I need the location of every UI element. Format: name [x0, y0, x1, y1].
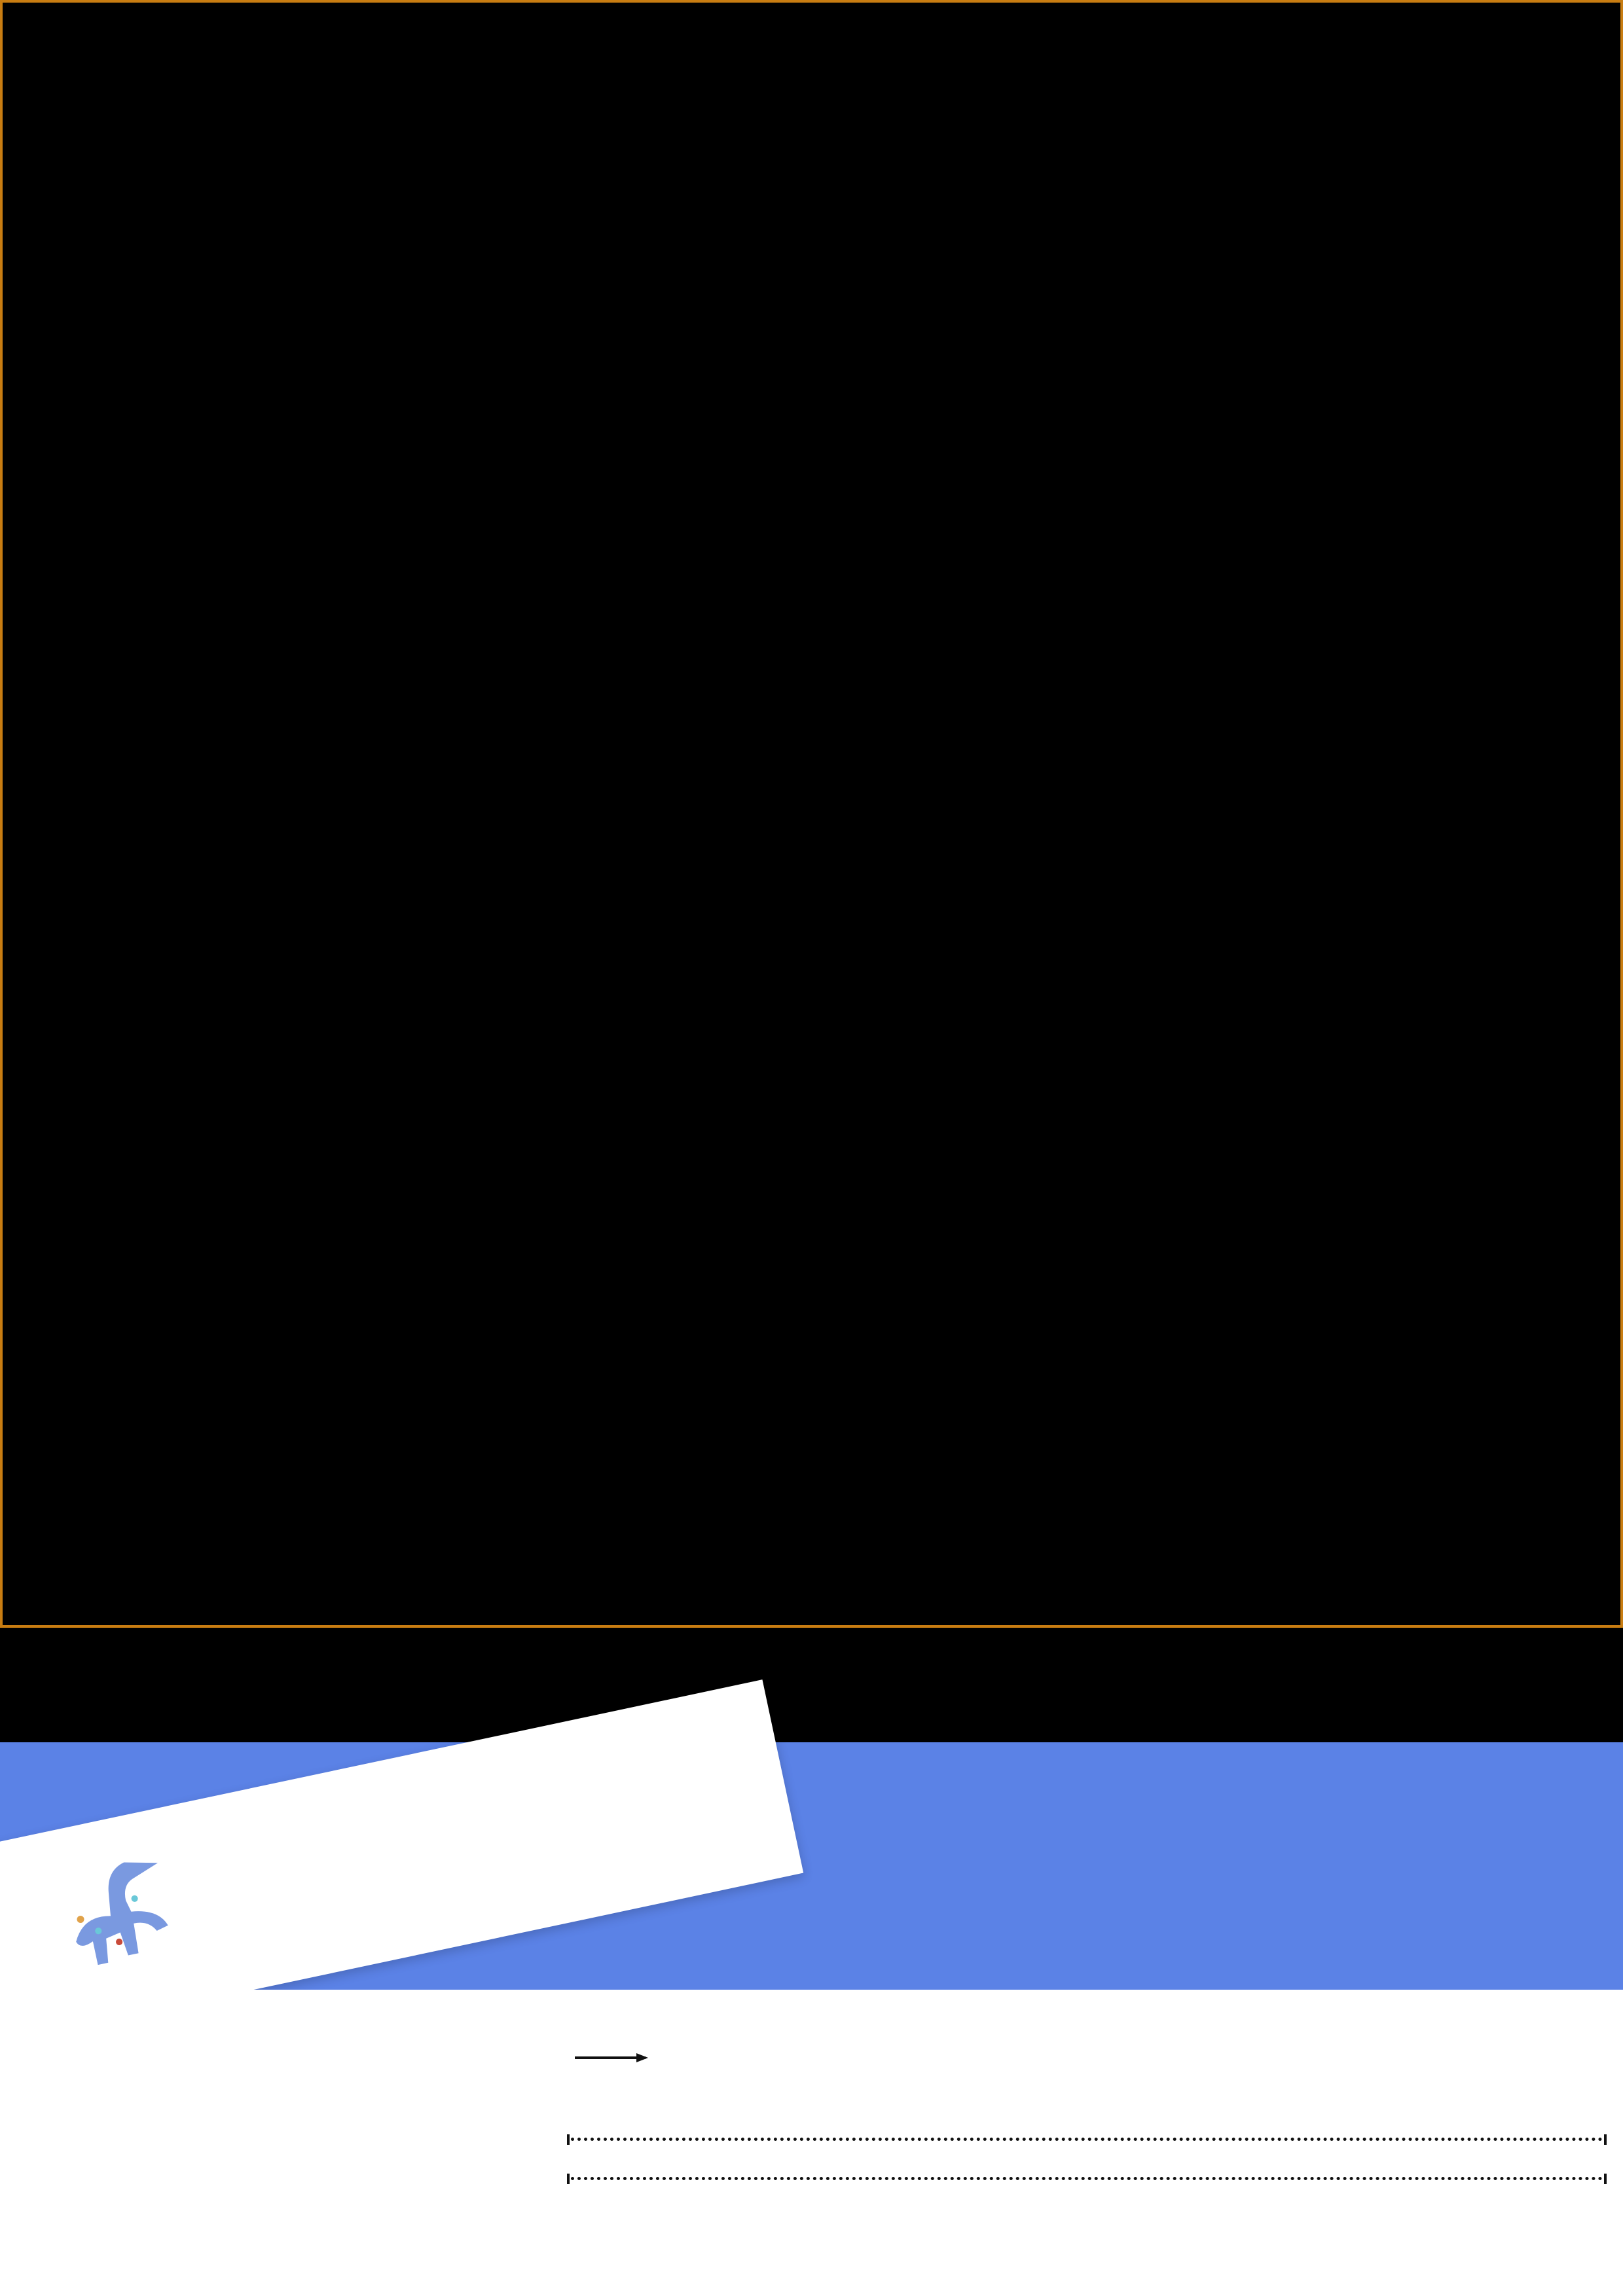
ribbon-line-2 [240, 1880, 293, 1892]
ribbon-title [198, 1880, 294, 1901]
fold-line-1 [571, 2138, 1603, 2141]
cutout-sheet [0, 1990, 1623, 2296]
ribbon-brand [198, 1880, 294, 1901]
glue-arrow-icon [575, 2056, 646, 2059]
fold-line-2 [571, 2177, 1603, 2180]
footer-banner [0, 1628, 1623, 1742]
board-grid [3, 3, 1620, 1625]
instructions-panel [0, 1742, 1623, 1990]
centaurus-logo-icon [31, 1828, 210, 2007]
instructions-text [517, 1778, 1591, 1816]
